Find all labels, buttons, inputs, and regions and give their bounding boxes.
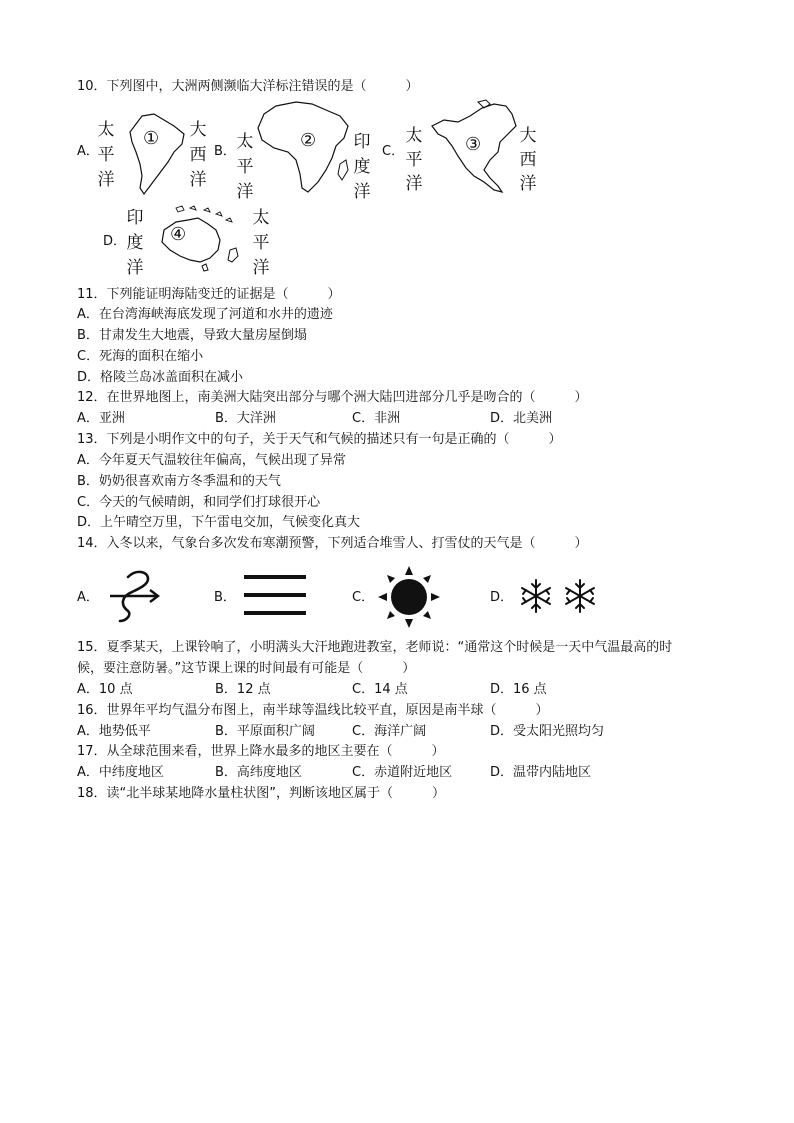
q10-stem: 10．下列图中，大洲两侧濒临大洋标注错误的是（ ）: [77, 79, 419, 94]
q10-option-a-letter[interactable]: A．: [77, 144, 99, 159]
q10-a-right-char-2: 西: [189, 145, 207, 165]
q10-option-d-letter[interactable]: D．: [103, 234, 127, 249]
sunny-symbol-icon: [378, 566, 440, 628]
q17-option-a[interactable]: A．中纬度地区: [77, 765, 164, 780]
q12-option-a[interactable]: A．亚洲: [77, 411, 125, 426]
q11-option-a[interactable]: A．在台湾海峡海底发现了河道和水井的遗迹: [77, 307, 333, 322]
q13-stem: 13．下列是小明作文中的句子，关于天气和气候的描述只有一句是正确的（ ）: [77, 432, 562, 447]
q14-stem: 14．入冬以来，气象台多次发布寒潮预警，下列适合堆雪人、打雪仗的天气是（ ）: [77, 536, 588, 551]
q16-option-b[interactable]: B．平原面积广阔: [215, 724, 315, 739]
q12-option-b[interactable]: B．大洋洲: [215, 411, 276, 426]
q13-option-d[interactable]: D．上午晴空万里，下午雷电交加，气候变化真大: [77, 515, 361, 530]
q10-d-right-char-1: 太: [252, 208, 270, 228]
q10-d-left-char-1: 印: [126, 208, 144, 228]
q10-c-right-char-2: 西: [519, 150, 537, 170]
q10-a-left-char-1: 太: [97, 120, 115, 140]
q18-stem: 18．读“北半球某地降水量柱状图”，判断该地区属于（ ）: [77, 786, 446, 801]
q16-option-d[interactable]: D．受太阳光照均匀: [490, 724, 605, 739]
q15-option-d[interactable]: D．16 点: [490, 682, 547, 697]
q10-b-right-char-2: 度: [353, 157, 371, 177]
q10-b-right-char-3: 洋: [353, 182, 371, 202]
q15-option-b[interactable]: B．12 点: [215, 682, 271, 697]
q10-a-right-char-3: 洋: [189, 170, 207, 190]
q10-b-right-char-1: 印: [353, 132, 371, 152]
q12-option-c[interactable]: C．非洲: [352, 411, 401, 426]
q15-stem-line-2: 候，要注意防暑。”这节课上课的时间最有可能是（ ）: [77, 661, 416, 676]
q10-option-b-letter[interactable]: B．: [214, 144, 236, 159]
q17-stem: 17．从全球范围来看，世界上降水最多的地区主要在（ ）: [77, 744, 445, 759]
q10-c-right-char-1: 大: [519, 126, 537, 146]
q10-c-left-char-1: 太: [405, 126, 423, 146]
q10-d-map-number: ④: [170, 224, 187, 245]
q14-option-a[interactable]: A．: [77, 590, 99, 605]
q10-c-right-char-3: 洋: [519, 174, 537, 194]
q15-stem-line-1: 15．夏季某天，上课铃响了，小明满头大汗地跑进教室，老师说：“通常这个时候是一天中气温最高的时: [77, 640, 673, 655]
q11-option-d[interactable]: D．格陵兰岛冰盖面积在减小: [77, 370, 244, 385]
q17-option-b[interactable]: B．高纬度地区: [215, 765, 302, 780]
q14-option-d[interactable]: D．: [490, 590, 514, 605]
q10-b-left-char-2: 平: [236, 157, 254, 177]
q17-option-c[interactable]: C．赤道附近地区: [352, 765, 453, 780]
q17-option-d[interactable]: D．温带内陆地区: [490, 765, 592, 780]
q10-c-map-number: ③: [465, 134, 482, 155]
q10-a-left-char-2: 平: [97, 145, 115, 165]
q12-stem: 12．在世界地图上，南美洲大陆突出部分与哪个洲大陆凹进部分几乎是吻合的（ ）: [77, 390, 588, 405]
q10-d-right-char-3: 洋: [252, 258, 270, 278]
oceania-map-icon: [154, 200, 250, 272]
q13-option-b[interactable]: B．奶奶很喜欢南方冬季温和的天气: [77, 474, 281, 489]
q10-b-left-char-1: 太: [236, 132, 254, 152]
q10-a-right-char-1: 大: [189, 120, 207, 140]
q16-option-c[interactable]: C．海洋广阔: [352, 724, 427, 739]
q15-option-a[interactable]: A．10 点: [77, 682, 133, 697]
q15-option-c[interactable]: C．14 点: [352, 682, 408, 697]
q10-a-map-number: ①: [143, 128, 160, 149]
snow-symbol-icon: [518, 576, 602, 616]
q10-a-left-char-3: 洋: [97, 170, 115, 190]
q10-option-c-letter[interactable]: C．: [382, 144, 405, 159]
q13-option-c[interactable]: C．今天的气候晴朗，和同学们打球很开心: [77, 495, 321, 510]
q11-stem: 11．下列能证明海陆变迁的证据是（ ）: [77, 287, 341, 302]
q14-option-b[interactable]: B．: [214, 590, 236, 605]
q11-option-b[interactable]: B．甘肃发生大地震，导致大量房屋倒塌: [77, 328, 307, 343]
q16-stem: 16．世界年平均气温分布图上，南半球等温线比较平直，原因是南半球（ ）: [77, 703, 549, 718]
q10-c-left-char-3: 洋: [405, 174, 423, 194]
fog-symbol-icon: [244, 573, 308, 619]
q10-b-map-number: ②: [300, 130, 317, 151]
typhoon-symbol-icon: [106, 567, 162, 625]
q10-c-left-char-2: 平: [405, 150, 423, 170]
q16-option-a[interactable]: A．地势低平: [77, 724, 151, 739]
q10-d-right-char-2: 平: [252, 233, 270, 253]
q11-option-c[interactable]: C．死海的面积在缩小: [77, 349, 204, 364]
q10-d-left-char-3: 洋: [126, 258, 144, 278]
q10-d-left-char-2: 度: [126, 233, 144, 253]
q12-option-d[interactable]: D．北美洲: [490, 411, 553, 426]
q14-option-c[interactable]: C．: [352, 590, 375, 605]
q10-b-left-char-3: 洋: [236, 182, 254, 202]
south-america-map-icon: [128, 112, 188, 196]
q13-option-a[interactable]: A．今年夏天气温较往年偏高，气候出现了异常: [77, 453, 346, 468]
